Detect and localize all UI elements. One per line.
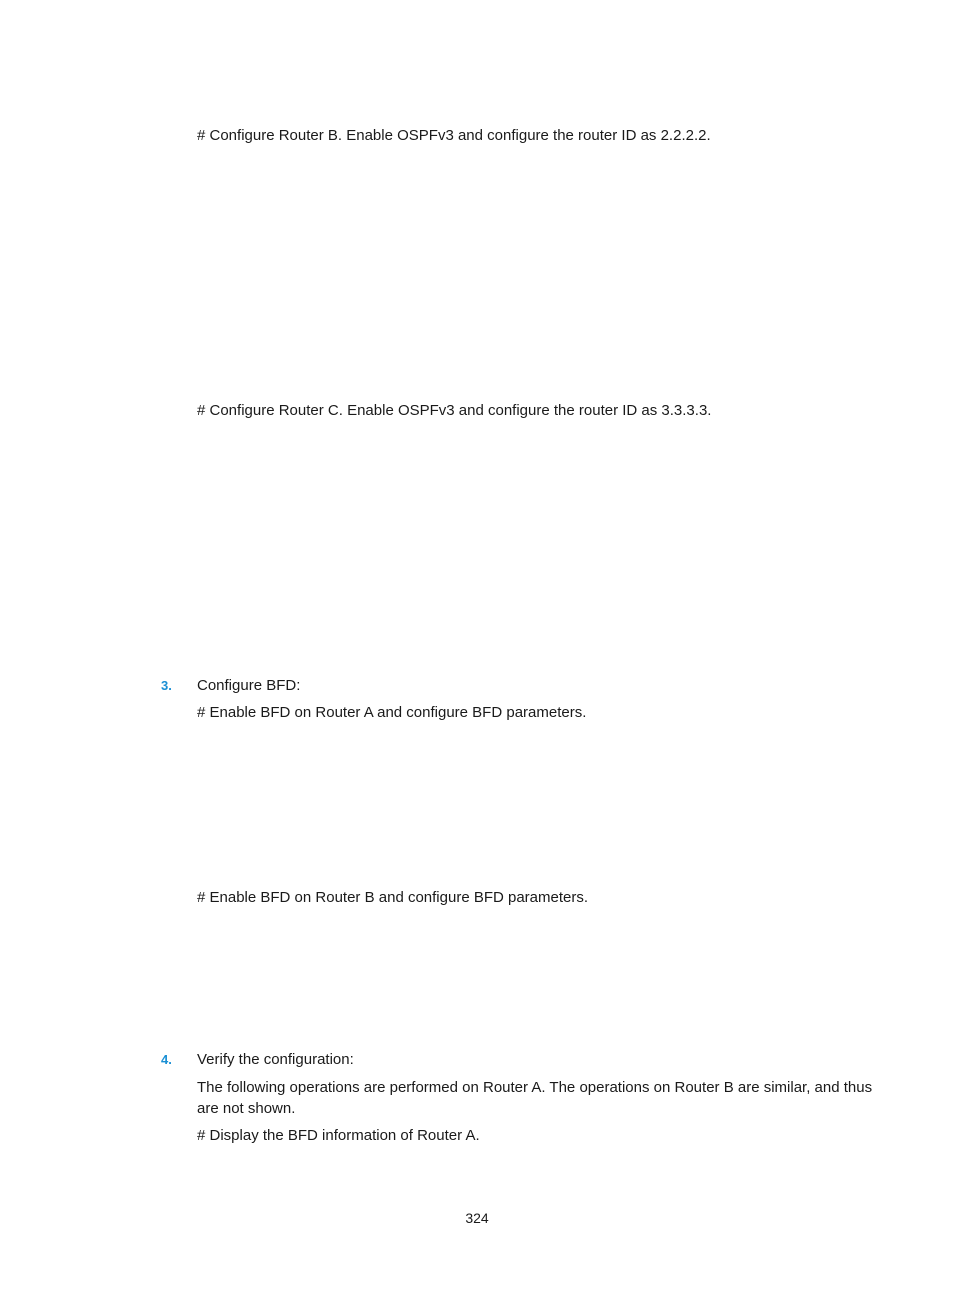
page-number: 324 xyxy=(465,1210,489,1226)
display-bfd-comment: # Display the BFD information of Router A. xyxy=(197,1127,480,1144)
step-4-number: 4. xyxy=(161,1052,172,1067)
router-c-config-comment: # Configure Router C. Enable OSPFv3 and configure the router ID as 3.3.3.3. xyxy=(197,402,712,419)
router-b-config-comment: # Configure Router B. Enable OSPFv3 and configure the router ID as 2.2.2.2. xyxy=(197,127,711,144)
step-3-title: Configure BFD: xyxy=(197,677,301,694)
step-3-number: 3. xyxy=(161,678,172,693)
step-4-description: The following operations are performed on Router A. The operations on Router B are similar, and thus are not shown. xyxy=(197,1079,873,1117)
bfd-router-b-comment: # Enable BFD on Router B and configure BFD parameters. xyxy=(197,889,589,906)
step-4-title: Verify the configuration: xyxy=(197,1051,354,1068)
bfd-router-a-comment: # Enable BFD on Router A and configure BFD parameters. xyxy=(197,704,587,721)
